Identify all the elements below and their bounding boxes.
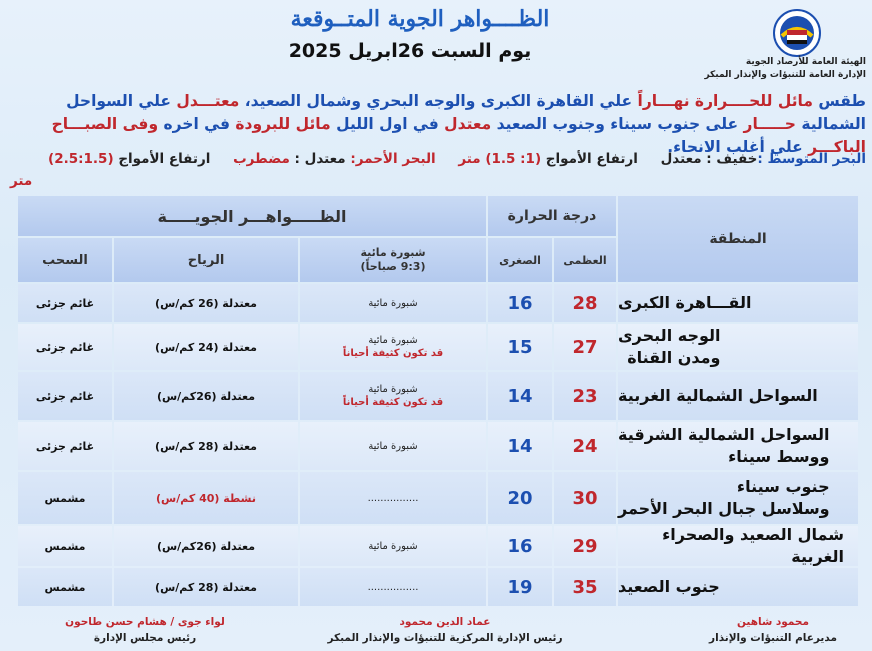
max-temp-cell: 24 (554, 422, 616, 470)
header-wind: الرياح (114, 238, 298, 282)
signature-center (300, 614, 590, 646)
max-temp-cell: 23 (554, 372, 616, 420)
summary-part: معتدل (438, 115, 492, 133)
haze-note: قد تكون كثيفة أحياناً (342, 348, 444, 359)
haze-label: شبورة مائية (368, 297, 418, 309)
max-temp-cell: 30 (554, 472, 616, 524)
signature-center-title: رئيس الإدارة المركزية للتنبؤات والإنذار المبكر (327, 632, 563, 644)
med-sea-label: البحر المتوسط : (757, 151, 866, 167)
haze-cell (300, 284, 486, 322)
header-haze-label: شبورة مائية (360, 246, 426, 259)
region-cell: القـــاهرة الكبرى (618, 284, 858, 322)
haze-cell (300, 372, 486, 420)
med-sea-state: خفيف : معتدل (660, 151, 758, 167)
summary-part: مائل للبرودة (229, 115, 331, 133)
cloud-cell: غائم جزئى (18, 284, 112, 322)
forecast-date: يوم السبت 26ابريل 2025 (288, 40, 532, 62)
cloud-cell: مشمس (18, 472, 112, 524)
wind-cell: معتدلة (28 كم/س) (114, 568, 298, 606)
cloud-cell: غائم جزئى (18, 324, 112, 370)
wind-cell: معتدلة (28 كم/س) (114, 422, 298, 470)
haze-cell (300, 526, 486, 566)
min-temp-cell: 15 (488, 324, 552, 370)
region-cell: السواحل الشمالية الغربية (618, 372, 858, 420)
header-cloud: السحب (18, 238, 112, 282)
haze-cell (300, 472, 486, 524)
red-waves-unit: متر (10, 173, 33, 189)
haze-label: شبورة مائية (368, 384, 418, 395)
summary-part: علي السواحل الشمالية (66, 92, 866, 133)
haze-label: شبورة مائية (368, 440, 418, 452)
red-sea-state-2: مضطرب (233, 151, 290, 167)
min-temp-cell: 20 (488, 472, 552, 524)
summary-part: في اخره (158, 115, 230, 133)
wind-cell: معتدلة (26كم/س) (114, 372, 298, 420)
min-temp-cell: 14 (488, 422, 552, 470)
med-waves-label: ارتفاع الأمواج (541, 151, 638, 167)
red-waves-label: ارتفاع الأمواج (113, 151, 211, 167)
med-waves-value: (1: 1.5) متر (458, 151, 542, 167)
max-temp-cell: 29 (554, 526, 616, 566)
cloud-cell: مشمس (18, 568, 112, 606)
header-haze (300, 238, 486, 282)
header-max: العظمى (554, 238, 616, 282)
haze-note: قد تكون كثيفة أحياناً (342, 397, 444, 408)
header-region: المنطقة (618, 196, 858, 282)
org-line-2: الإدارة العامة للتنبؤات والإنذار المبكر (704, 70, 866, 80)
haze-cell (300, 568, 486, 606)
signature-right-title: مديرعام التنبؤات والإنذار (709, 632, 837, 644)
summary-part: معتـــدل (171, 92, 240, 110)
signature-right (688, 614, 858, 646)
ema-logo-icon (772, 8, 822, 58)
summary-part: علي أغلب الانحاء. (667, 138, 803, 156)
haze-label: ................ (367, 581, 419, 593)
region-cell: السواحل الشمالية الشرقية ووسط سيناء (618, 422, 858, 470)
cloud-cell: غائم جزئى (18, 422, 112, 470)
forecast-table (18, 196, 858, 606)
cloud-cell: غائم جزئى (18, 372, 112, 420)
region-cell: جنوب الصعيد (618, 568, 858, 606)
wind-cell: معتدلة (24 كم/س) (114, 324, 298, 370)
summary-part: وفى الصبـــاح الباكـــر (51, 115, 866, 156)
haze-label: شبورة مائية (368, 540, 418, 552)
summary-part: مائل للحــــرارة نهـــاراً (632, 92, 813, 110)
region-cell: شمال الصعيد والصحراء الغربية (618, 526, 858, 566)
org-name (696, 56, 866, 82)
signature-left (40, 614, 250, 646)
wind-cell: نشطة (40 كم/س) (114, 472, 298, 524)
summary-part: علي القاهرة الكبرى والوجه البحري وشمال الصعيد، (239, 92, 633, 110)
red-waves-value: (2.5:1.5) (48, 151, 114, 167)
max-temp-cell: 27 (554, 324, 616, 370)
haze-cell (300, 422, 486, 470)
max-temp-cell: 28 (554, 284, 616, 322)
signature-right-name: محمود شاهين (736, 616, 810, 628)
haze-label: شبورة مائية (368, 335, 418, 346)
region-cell: جنوب سيناء وسلاسل جبال البحر الأحمر (618, 472, 858, 524)
header-temperature: درجة الحرارة (488, 196, 616, 236)
min-temp-cell: 19 (488, 568, 552, 606)
signature-center-name: عماد الدين محمود (399, 616, 491, 628)
header-min: الصغرى (488, 238, 552, 282)
signature-left-title: رئيس مجلس الإدارة (93, 632, 197, 644)
min-temp-cell: 14 (488, 372, 552, 420)
page-title: الظــــواهر الجوية المتــوقعة (290, 6, 550, 32)
red-sea-state: معتدل : (289, 151, 351, 167)
summary-part: طقس (812, 92, 866, 110)
summary-part: حـــــار (738, 115, 796, 133)
min-temp-cell: 16 (488, 526, 552, 566)
region-cell: الوجه البحرى ومدن القناة (618, 324, 858, 370)
sea-state (4, 150, 866, 189)
haze-cell (300, 324, 486, 370)
header-haze-time: (9:3 صباحاً) (360, 260, 426, 273)
header-phenomena: الظـــــواهـــر الجويـــــة (18, 196, 486, 236)
forecast-summary (6, 90, 866, 159)
summary-part: على جنوب سيناء وجنوب الصعيد (491, 115, 739, 133)
wind-cell: معتدلة (26كم/س) (114, 526, 298, 566)
signature-left-name: لواء جوى / هشام حسن طاحون (65, 616, 225, 628)
wind-cell: معتدلة (26 كم/س) (114, 284, 298, 322)
summary-part: في اول الليل (330, 115, 439, 133)
haze-label: ................ (367, 492, 419, 504)
max-temp-cell: 35 (554, 568, 616, 606)
org-line-1: الهيئة العامة للأرصاد الجوية (745, 57, 866, 67)
cloud-cell: مشمس (18, 526, 112, 566)
red-sea-label: البحر الأحمر: (350, 151, 436, 167)
min-temp-cell: 16 (488, 284, 552, 322)
